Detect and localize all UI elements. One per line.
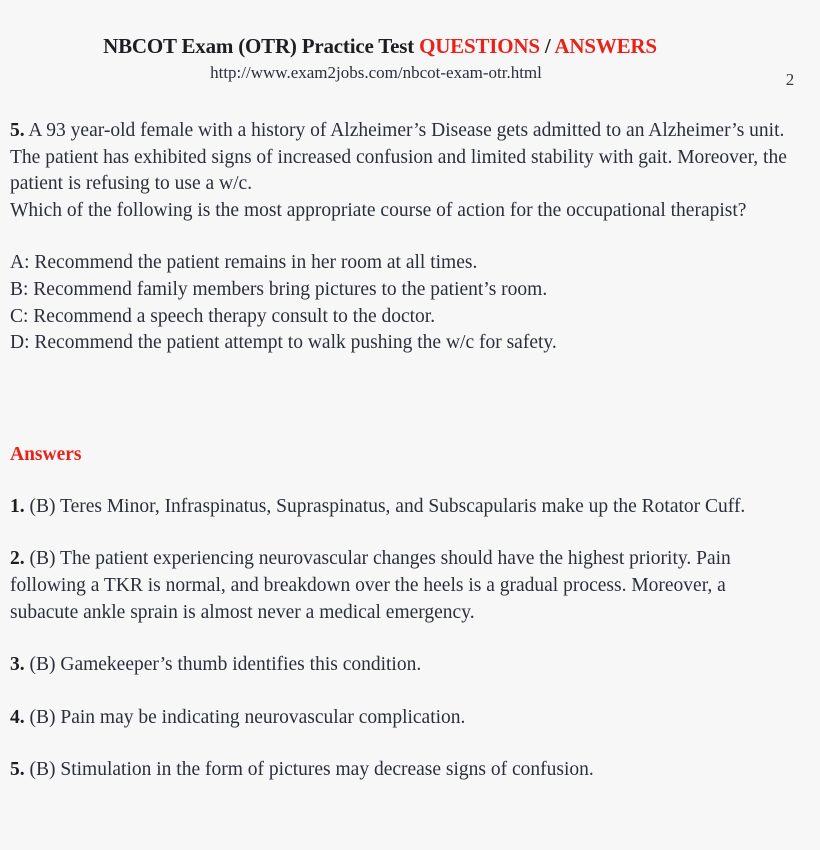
option-b[interactable]: B: Recommend family members bring pictures to the patient’s room. [10,278,548,300]
answer-choice-2: (B) [24,548,61,570]
source-url: http://www.exam2jobs.com/nbcot-exam-otr.html [210,63,542,82]
answers-heading: Answers [10,443,82,465]
answer-text-5: Stimulation in the form of pictures may decrease signs of confusion. [60,759,594,781]
answer-choice-1: (B) [24,495,61,517]
answer-item-5 [10,757,796,784]
page-title-answers: ANSWERS [554,34,657,58]
option-d[interactable]: D: Recommend the patient attempt to walk pushing the w/c for safety. [10,332,557,354]
answer-text-2: The patient experiencing neurovascular changes should have the highest priority. Pain following a TKR is normal, and breakdown over the heels is a gradual process. Moreover, a subacute ankle sprain is almost never a medical emergency. [10,548,731,623]
answer-options [10,250,796,356]
page-number: 2 [785,70,795,89]
page-header [0,33,820,89]
answer-number-2: 2. [10,548,25,570]
answer-choice-4: (B) [24,706,61,728]
question-stem [10,118,796,198]
question-prompt: Which of the following is the most appropriate course of action for the occupational therapist? [10,199,747,221]
answer-item-1 [10,494,796,521]
answer-number-1: 1. [10,495,25,517]
answer-number-5: 5. [10,759,25,781]
answer-choice-5: (B) [24,759,61,781]
answer-item-2 [10,546,796,626]
answer-item-4 [10,705,796,732]
option-c[interactable]: C: Recommend a speech therapy consult to the doctor. [10,305,436,327]
option-a[interactable]: A: Recommend the patient remains in her room at all times. [10,252,478,274]
answer-choice-3: (B) [24,654,61,676]
question-number: 5. [10,120,25,141]
question-stem-text: A 93 year-old female with a history of Alzheimer’s Disease gets admitted to an Alzheimer’s unit. The patient has exhibited signs of increased confusion and limited stability with gait. Moreover, the patient is refusing to use a w/c. [10,120,787,195]
page-title-main: NBCOT Exam (OTR) Practice Test [103,34,420,58]
document-content [10,118,796,784]
answer-text-4: Pain may be indicating neurovascular complication. [60,706,466,728]
answer-item-3 [10,652,796,679]
answers-list [10,494,796,784]
answer-number-3: 3. [10,654,25,676]
answer-number-4: 4. [10,706,25,728]
page-title [0,33,820,59]
page-title-questions: QUESTIONS [419,34,540,58]
page-title-separator: / [539,34,555,58]
answer-text-3: Gamekeeper’s thumb identifies this condition. [60,654,422,676]
answer-text-1: Teres Minor, Infraspinatus, Supraspinatus, and Subscapularis make up the Rotator Cuff. [60,495,746,517]
